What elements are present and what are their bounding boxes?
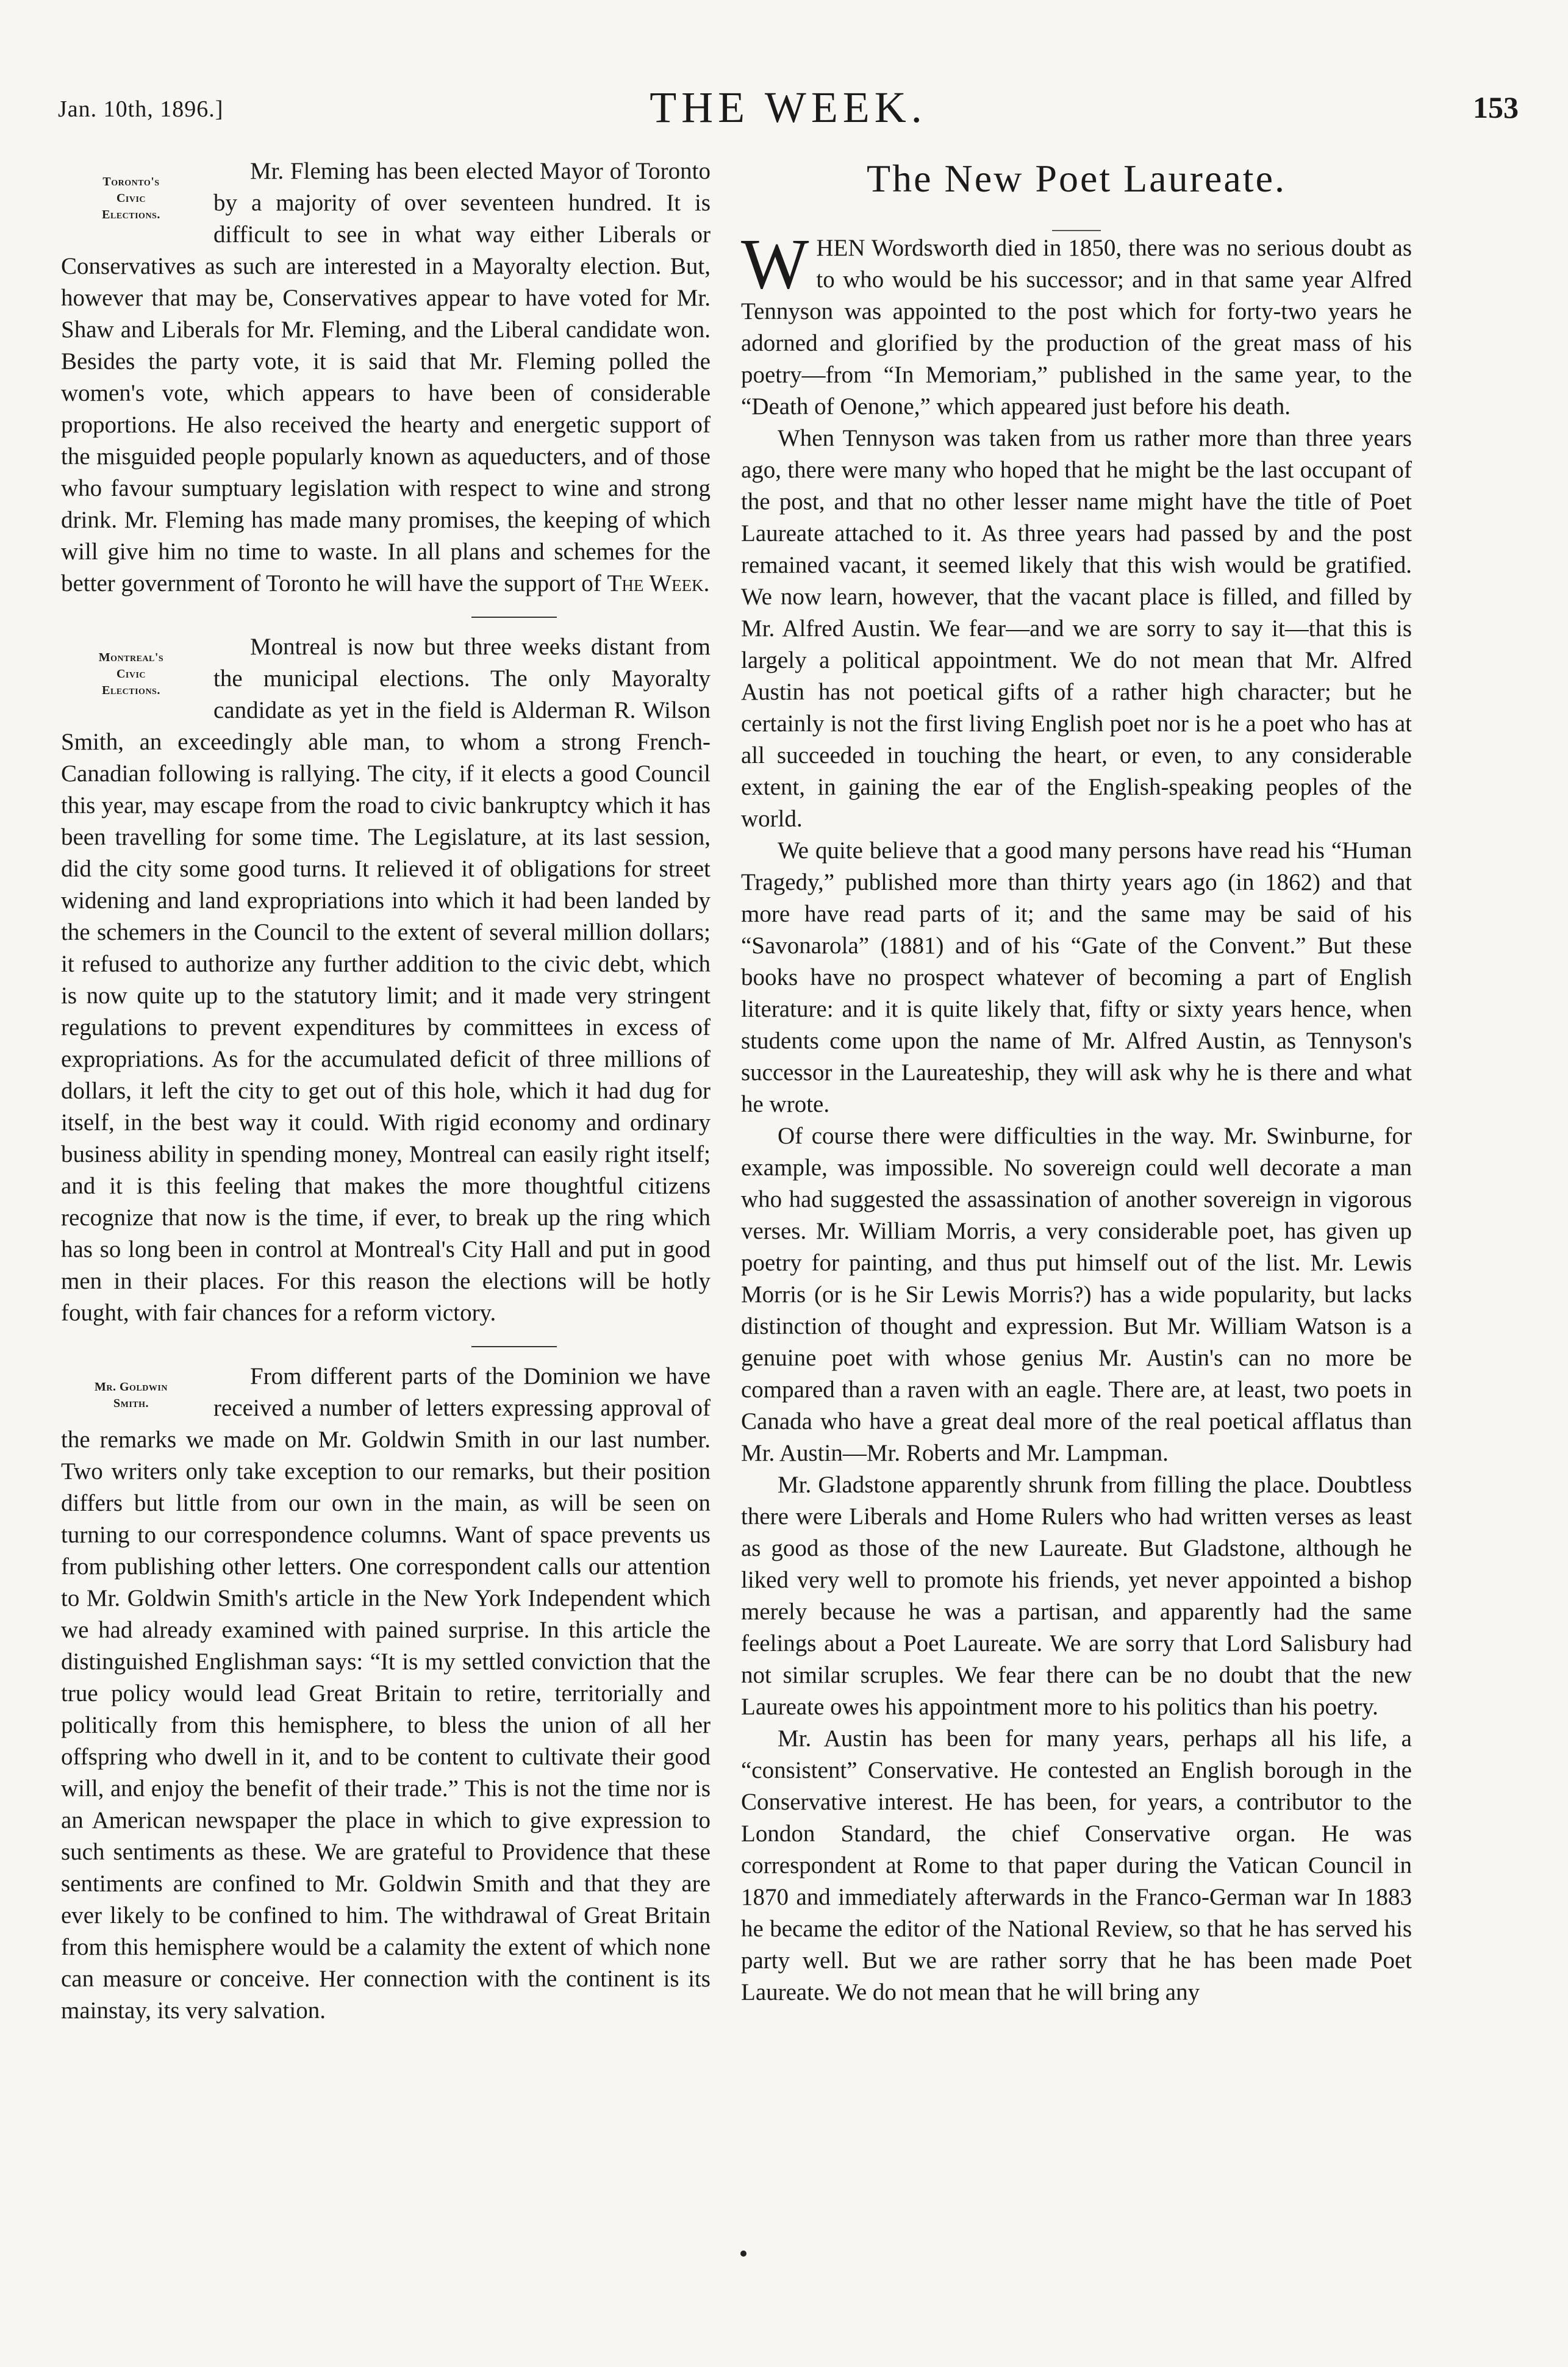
side-heading-line: Montreal's bbox=[98, 651, 164, 664]
paragraph-goldwin-smith: From different parts of the Dominion we have received a number of letters expressing approval of the remarks we made on Mr. Goldwin Smith in our last number. Two writers only take exception to our remarks, but their position differs but little from our own in the main, as will be seen on turning to our correspondence columns. Want of space prevents us from publishing other letters. One correspondent calls our attention to Mr. Goldwin Smith's article in the New York Independent which we had already examined with pained surprise. In this article the distinguished Englishman says: “It is my settled conviction that the true policy would lead Great Britain to retire, territorially and politically from this hemisphere, to bless the union of all her offspring who dwell in it, and to be content to cultivate their good will, and enjoy the benefit of their trade.” This is not the time nor is an American newspaper the place in which to give expression to such sentiments as these. We are grateful to Providence that these sentiments are confined to Mr. Goldwin Smith and that they are ever likely to be confined to him. The withdrawal of Great Britain from this hemisphere would be a calamity the extent of which none can measure or conceive. Her connection with the continent is its mainstay, its very salvation. bbox=[61, 1363, 711, 2024]
paragraph-3: We quite believe that a good many persons have read his “Human Tragedy,” published more than thirty years ago (in 1862) and that more have read parts of it; and the same may be said of his “Savonarola” (1881) and of his “Gate of the Convent.” But these books have no prospect whatever of becoming a part of English literature: and it is quite likely that, fifty or sixty years hence, when students come upon the name of Mr. Alfred Austin, as Tennyson's successor in the Laureateship, they will ask why he is there and what he wrote. bbox=[741, 837, 1412, 1117]
signature-the-week: The Week. bbox=[607, 570, 710, 596]
paragraph-2: When Tennyson was taken from us rather more than three years ago, there were many who hoped that he might be the last occupant of the post, and that no other lesser name might have the title of Poet Laureate attached to it. As three years had passed by and the post remained vacant, it seemed likely that this wish would be gratified. We now learn, however, that the vacant place is filled, and filled by Mr. Alfred Austin. We fear—and we are sorry to say it—that this is largely a political appointment. We do not mean that Mr. Alfred Austin has not poetical gifts of a rather high character; but he certainly is not the first living English poet nor is he a poet who has at all succeeded in touching the heart, or even, to any considerable extent, in gaining the ear of the English-speaking peoples of the world. bbox=[741, 425, 1412, 832]
section-divider bbox=[61, 1333, 711, 1357]
side-heading-toronto bbox=[61, 174, 201, 223]
side-heading-line: Civic bbox=[116, 192, 146, 205]
masthead: THE WEEK. bbox=[650, 83, 927, 132]
issue-date: Jan. 10th, 1896.] bbox=[58, 96, 224, 122]
paragraph-text: Mr. Fleming has been elected Mayor of Toronto by a majority of over seventeen hundred. It is difficult to see in what way either Liberals or Conservatives as such are interested in a Mayoralty election. But, however that may be, Conservatives appear to have voted for Mr. Shaw and Liberals for Mr. Fleming, and the Liberal candidate won. Besides the party vote, it is said that Mr. Fleming polled the women's vote, which appears to have been of considerable proportions. He also received the hearty and energetic support of the misguided people popularly known as aqueducters, and of those who favour sumptuary legislation with respect to wine and strong drink. Mr. Fleming has made many promises, the keeping of which will give him no time to waste. In all plans and schemes for the better government of Toronto he will have the support of bbox=[61, 158, 711, 596]
side-heading-line: Mr. Goldwin bbox=[95, 1380, 168, 1394]
paragraph-text: HEN Wordsworth died in 1850, there was no serious doubt as to who would be his successor; and in that same year Alfred Tennyson was appointed to the post which for forty-two years he adorned and glorified by the production of the great mass of his poetry—from “In Memoriam,” published in the same year, to the “Death of Oenone,” which appeared just before his death. bbox=[741, 235, 1412, 420]
drop-cap: W bbox=[741, 224, 809, 304]
side-heading-line: Toronto's bbox=[102, 175, 160, 188]
title-rule bbox=[741, 208, 1412, 214]
side-heading-line: Civic bbox=[116, 667, 146, 681]
footer-dot bbox=[740, 2251, 746, 2257]
side-heading-goldwin-smith bbox=[61, 1379, 201, 1412]
side-heading-line: Elections. bbox=[102, 208, 160, 221]
paragraph-6: Mr. Austin has been for many years, perhaps all his life, a “consistent” Conservative. He contested an English borough in the Conservative interest. He has been, for years, a contributor to the London Standard, the chief Conservative organ. He was correspondent at Rome to that paper during the Vatican Council in 1870 and immediately afterwards in the Franco-German war In 1883 he became the editor of the National Review, so that he has served his party well. But we are rather sorry that he has been made Poet Laureate. We do not mean that he will bring any bbox=[741, 1725, 1412, 2005]
page-number: 153 bbox=[1473, 90, 1519, 124]
side-heading-line: Smith. bbox=[113, 1397, 149, 1410]
side-heading-montreal bbox=[61, 650, 201, 699]
left-column bbox=[61, 156, 711, 2027]
page-header bbox=[58, 82, 1519, 137]
side-heading-line: Elections. bbox=[102, 684, 160, 697]
right-column bbox=[741, 156, 1412, 2008]
paragraph-montreal: Montreal is now but three weeks distant from the municipal elections. The only Mayoralty candidate as yet in the field is Alderman R. Wilson Smith, an exceedingly able man, to whom a strong French-Canadian following is rallying. The city, if it elects a good Council this year, may escape from the road to civic bankruptcy which it has been travelling for some time. The Legislature, at its last session, did the city some good turns. It relieved it of obligations for street widening and land expropriations into which it had been landed by the schemers in the Council to the extent of several million dollars; it refused to authorize any further addition to the civic debt, which is now quite up to the statutory limit; and it made very stringent regulations to prevent expenditures by committees in excess of expropriations. As for the accumulated deficit of three millions of dollars, it left the city to get out of this hole, which it had dug for itself, in the best way it could. With rigid economy and ordinary business ability in spending money, Montreal can easily right itself; and it is this feeling that makes the more thoughtful citizens recognize that now is the time, if ever, to break up the ring which has so long been in control at Montreal's City Hall and put in good men in their places. For this reason the elections will be hotly fought, with fair chances for a reform victory. bbox=[61, 634, 711, 1326]
paragraph-4: Of course there were difficulties in the way. Mr. Swinburne, for example, was impossible. No sovereign could well decorate a man who had suggested the assassination of another sovereign in vigorous verses. Mr. William Morris, a very considerable poet, has given up poetry for painting, and thus put himself out of the list. Mr. Lewis Morris (or is he Sir Lewis Morris?) has a wide popularity, but lacks distinction of thought and expression. But Mr. William Watson is a genuine poet with whose genius Mr. Austin's can no more be compared than a raven with an eagle. There are, at least, two poets in Canada who have a great deal more of the real poetical afflatus than Mr. Austin—Mr. Roberts and Mr. Lampman. bbox=[741, 1123, 1412, 1466]
article-title: The New Poet Laureate. bbox=[867, 157, 1286, 200]
section-divider bbox=[61, 603, 711, 628]
paragraph-5: Mr. Gladstone apparently shrunk from filling the place. Doubtless there were Liberals and Home Rulers who had written verses as least as good as those of the new Laureate. But Gladstone, although he liked very well to promote his friends, yet never appointed a bishop merely because he was a partisan, and apparently had the same feelings about a Poet Laureate. We are sorry that Lord Salisbury had not similar scruples. We fear there can be no doubt that the new Laureate owes his appointment more to his politics than his poetry. bbox=[741, 1472, 1412, 1720]
paragraph-1 bbox=[741, 224, 1412, 423]
